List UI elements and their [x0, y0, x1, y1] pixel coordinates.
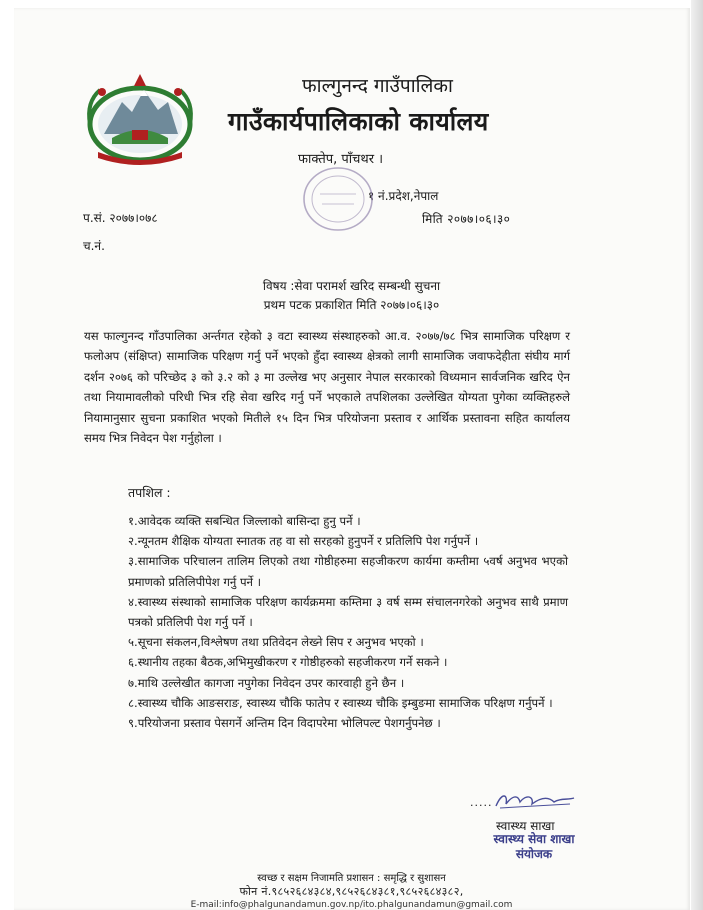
footer-email: E-mail:info@phalgunandamun.gov.np/ito.phalgunandamun@gmail.com: [190, 900, 513, 910]
list-item: १.आवेदक व्यक्ति सबन्धित जिल्लाको बासिन्दा हुनु पर्ने ।: [128, 514, 361, 528]
section-seal: [474, 832, 594, 862]
footer-slogan: स्वच्छ र सक्षम निजामति प्रशासन : समृद्धि र सुशासन: [257, 873, 446, 884]
office-title: गाउँकार्यपालिकाको कार्यालय: [228, 107, 489, 136]
list-item: ४.स्वास्थ्य संस्थाको सामाजिक परिक्षण कार्यक्रममा कम्तिमा ३ वर्ष सम्म संचालनगरेको अनुभव साथै प्रमाण पत्रको प्रतिलिपी पेश गर्नु पर्ने ।: [128, 594, 568, 630]
publication-date-line: प्रथम पटक प्रकाशित मिति २०७७।०६।३०: [263, 298, 440, 312]
list-item: ५.सूचना संकलन,विश्लेषण तथा प्रतिवेदन लेख्ने सिप र अनुभव भएको ।: [128, 635, 424, 650]
address-line-1: फाक्तेप, पाँचथर ।: [298, 152, 384, 167]
list-item: ९.परियोजना प्रस्ताव पेसगर्ने अन्तिम दिन विदापरेमा भोलिपल्ट पेशगर्नुपनेछ ।: [128, 716, 441, 731]
subject-line: विषय :सेवा परामर्श खरिद सम्बन्धी सुचना: [262, 279, 441, 293]
municipality-name: फाल्गुनन्द गाउँपालिका: [302, 75, 453, 97]
list-item: ८.स्वास्थ्य चौकि आङसराङ, स्वास्थ्य चौकि फातेप र स्वास्थ्य चौकि इम्बुङमा सामाजिक परिक्षण गर्नुपर्ने ।: [128, 695, 553, 710]
dispatch-number: च.नं.: [83, 239, 105, 253]
signature-dots: .....: [470, 796, 493, 809]
seal-line-2: संयोजक: [515, 847, 553, 861]
page-edge: [691, 0, 703, 910]
list-item: ६.स्थानीय तहका बैठक,अभिमुखीकरण र गोष्ठीहरुको सहजीकरण गर्ने सकने ।: [128, 655, 448, 670]
list-item: २.न्यूनतम शैक्षिक योग्यता स्नातक तह वा सो सरहको हुनुपर्ने र प्रतिलिपि पेश गर्नुपर्ने ।: [128, 534, 479, 549]
list-item: ७.माथि उल्लेखीत कागजा नपुगेका निवेदन उपर कारवाही हुने छैन ।: [128, 675, 405, 690]
signatory-section: स्वास्थ्य साखा: [496, 819, 555, 833]
seal-line-1: स्वास्थ्य सेवा शाखा: [493, 832, 575, 846]
document-date: मिति २०७७।०६।३०: [422, 212, 511, 226]
details-heading: तपशिल :: [128, 485, 171, 500]
nepal-government-emblem-icon: [82, 72, 198, 168]
requirements-list: [128, 511, 568, 733]
reference-number: प.सं. २०७७।०७८: [83, 211, 158, 225]
notice-paragraph: यस फाल्गुनन्द गाँउपालिका अर्न्तगत रहेको ३ वटा स्वास्थ्य संस्थाहरुको आ.व. २०७७/७८ भित्र सामाजिक परिक्षण र फलोअप (संक्षिप्त) सामाजिक परिक्षण गर्नु पर्ने भएको हुँदा स्वास्थ्य क्षेत्रको लागी सामाजिक जवाफदेहीता संघीय मार्ग दर्शन २०७६ को परिच्छेद ३ को ३.२ को ३ मा उल्लेख भए अनुसार नेपाल सरकारको विध्यमान सार्वजनिक खरिद ऐन तथा नियामावलीको परिधी भित्र रहि सेवा खरिद गर्नु पर्ने भएकाले तपशिलका उल्लेखित योग्यता पुगेका व्यक्तिहरुले नियामानुसार सुचना प्रकाशित भएको मितीले १५ दिन भित्र परियोजना प्रस्ताव र आर्थिक प्रस्तावना सहित कार्यालय समय भित्र निवेदन पेश गर्नुहोला ।: [84, 329, 570, 446]
list-item: ३.सामाजिक परिचालन तालिम लिएको तथा गोष्ठीहरुमा सहजीकरण कार्यमा कम्तीमा ५वर्ष अनुभव भएको प्रमाणको प्रतिलिपीपेश गर्नु पर्ने ।: [128, 554, 568, 589]
office-stamp-icon: [300, 164, 376, 234]
address-line-2: १ नं.प्रदेश,नेपाल: [368, 189, 439, 203]
handwritten-signature-icon: [478, 790, 578, 812]
footer-phones: फोन नं.९८५२६८४३८४,९८५२६८४३८१,९८५२६८४३८२,: [239, 885, 464, 898]
